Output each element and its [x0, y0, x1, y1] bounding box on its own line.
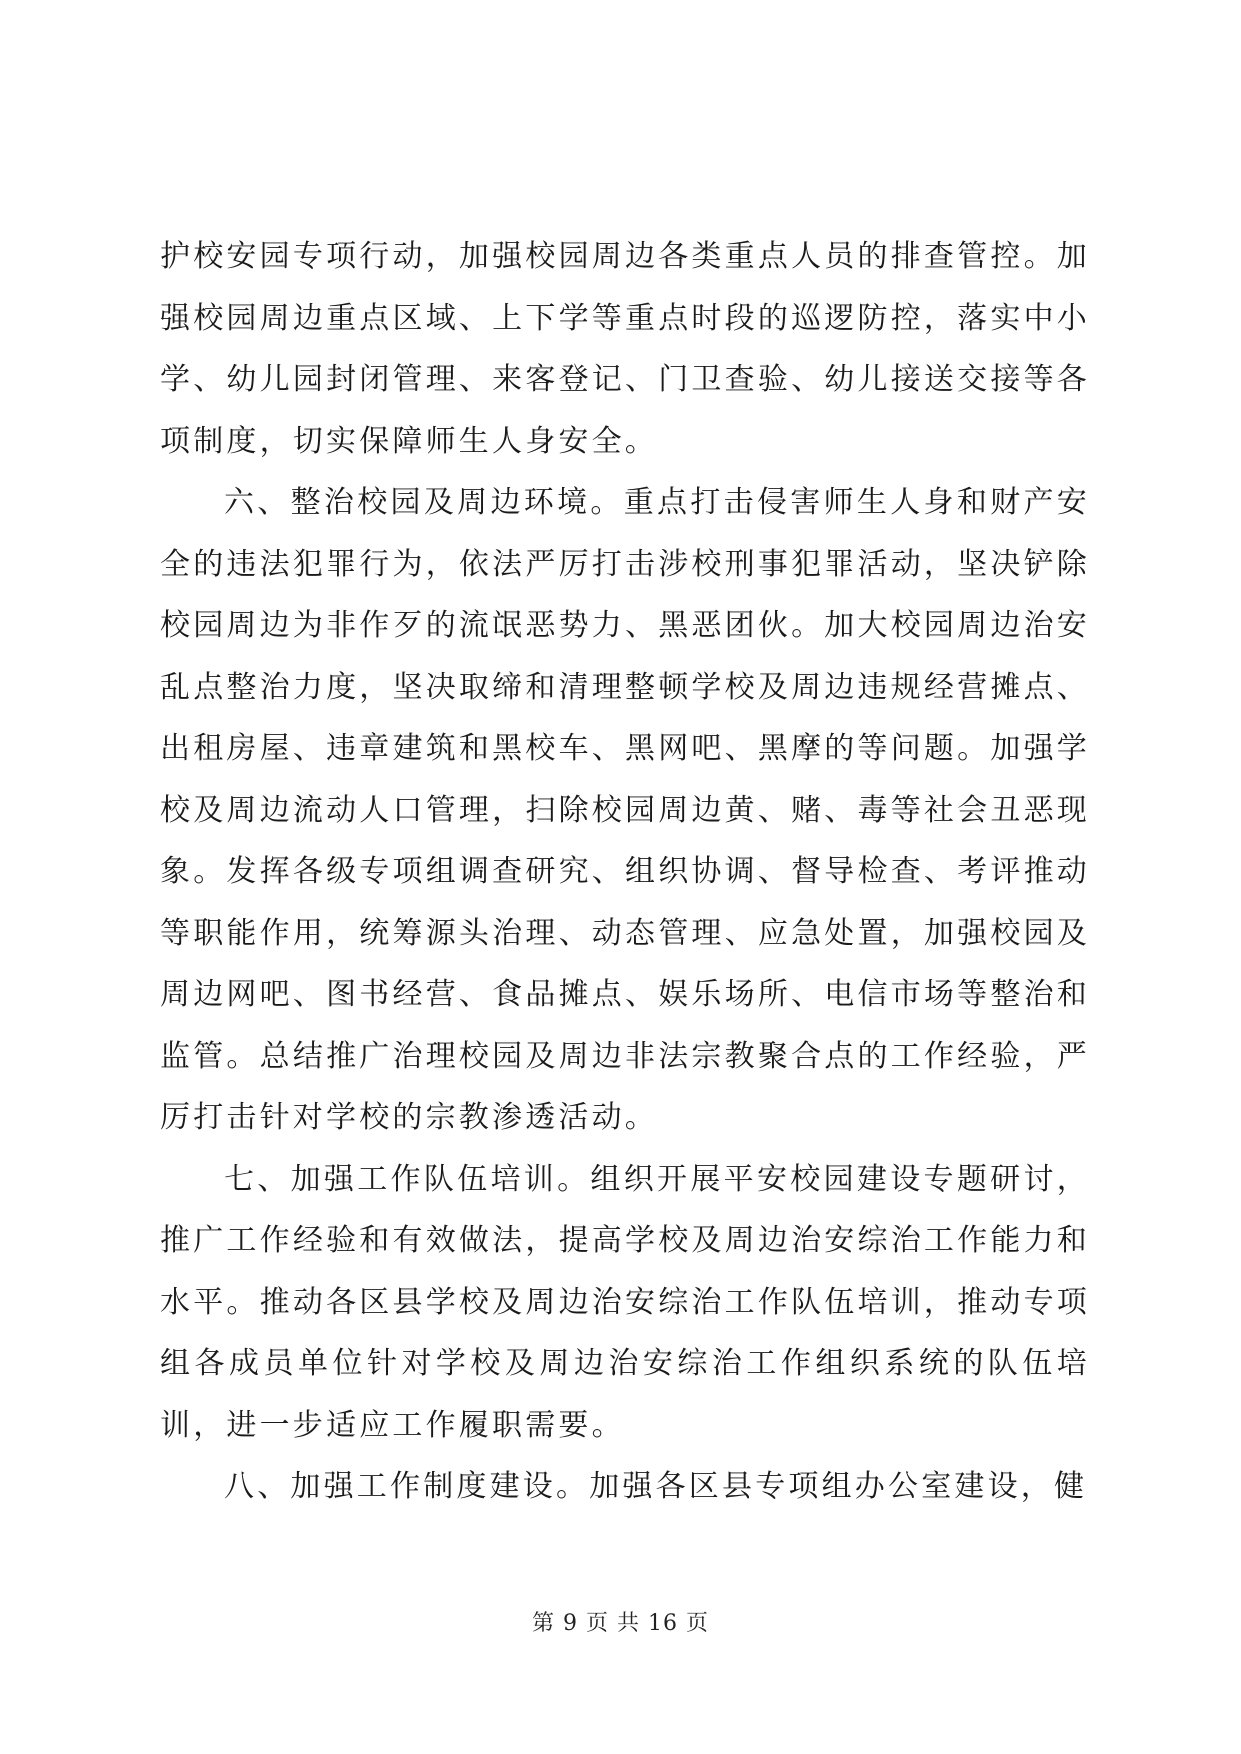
paragraph-section-six: 六、整治校园及周边环境。重点打击侵害师生人身和财产安全的违法犯罪行为，依法严厉打击涉校刑事犯罪活动，坚决铲除校园周边为非作歹的流氓恶势力、黑恶团伙。加大校园周边治安乱点整治力度，坚决取缔和清理整顿学校及周边违规经营摊点、出租房屋、违章建筑和黑校车、黑网吧、黑摩的等问题。加强学校及周边流动人口管理，扫除校园周边黄、赌、毒等社会丑恶现象。发挥各级专项组调查研究、组织协调、督导检查、考评推动等职能作用，统筹源头治理、动态管理、应急处置，加强校园及周边网吧、图书经营、食品摊点、娱乐场所、电信市场等整治和监管。总结推广治理校园及周边非法宗教聚合点的工作经验，严厉打击针对学校的宗教渗透活动。 — [160, 485, 1090, 1135]
paragraph-section-eight: 八、加强工作制度建设。加强各区县专项组办公室建设，健 — [224, 1469, 1088, 1504]
document-body — [160, 226, 1090, 1518]
paragraph-continued: 护校安园专项行动，加强校园周边各类重点人员的排查管控。加强校园周边重点区域、上下学等重点时段的巡逻防控，落实中小学、幼儿园封闭管理、来客登记、门卫查验、幼儿接送交接等各项制度，切实保障师生人身安全。 — [160, 239, 1090, 459]
page-number-footer: 第 9 页 共 16 页 — [532, 1611, 709, 1636]
paragraph-section-seven: 七、加强工作队伍培训。组织开展平安校园建设专题研讨，推广工作经验和有效做法，提高学校及周边治安综治工作能力和水平。推动各区县学校及周边治安综治工作队伍培训，推动专项组各成员单位针对学校及周边治安综治工作组织系统的队伍培训，进一步适应工作履职需要。 — [160, 1161, 1090, 1443]
